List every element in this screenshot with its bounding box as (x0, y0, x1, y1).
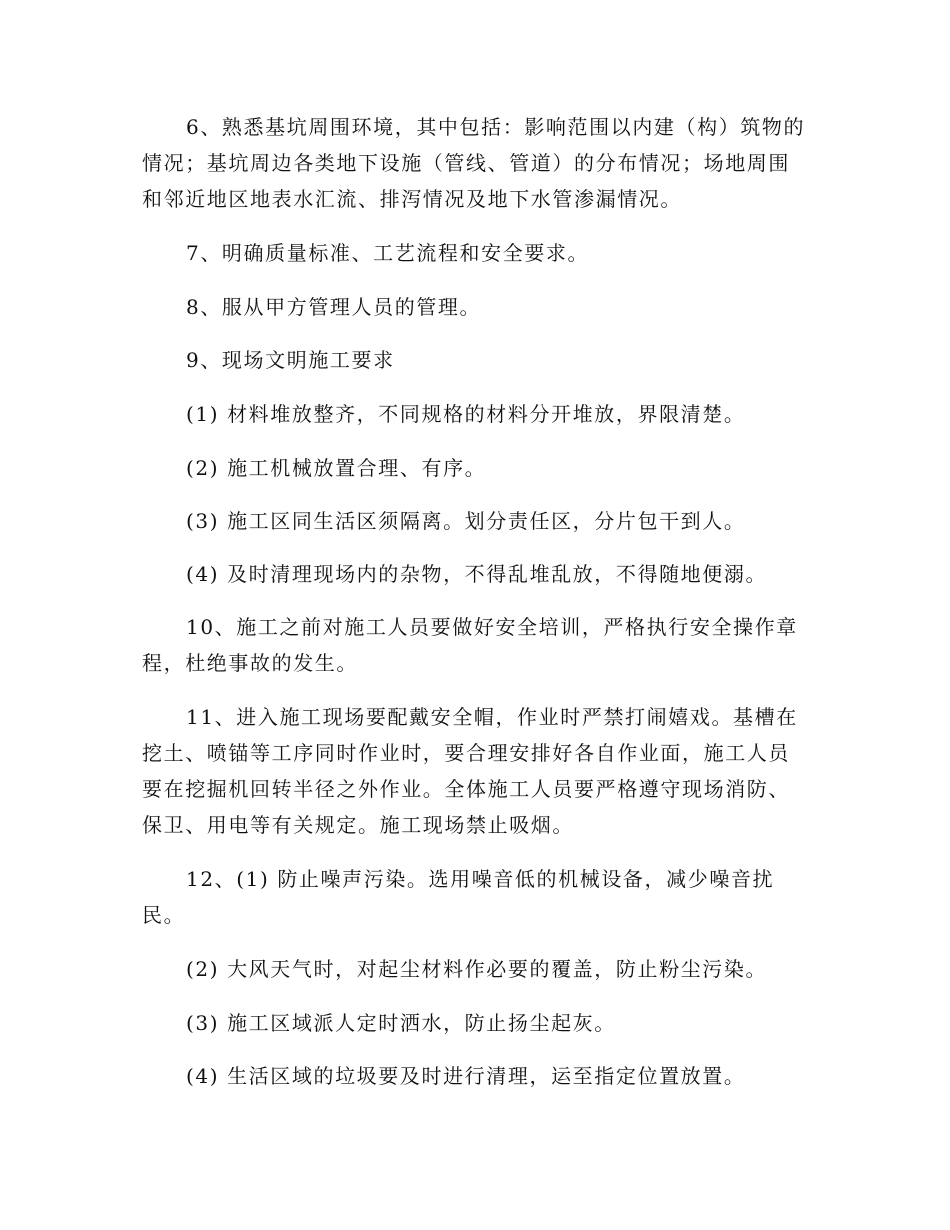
paragraph-item-11: 11、进入施工现场要配戴安全帽，作业时严禁打闹嬉戏。基槽在挖土、喷锚等工序同时作业时，要合理安排好各自作业面，施工人员要在挖掘机回转半径之外作业。全体施工人员要严格遵守现场消防、保卫、用电等有关规定。施工现场禁止吸烟。 (142, 705, 798, 837)
paragraph-subitem-9-1: (1) 材料堆放整齐，不同规格的材料分开堆放，界限清楚。 (186, 402, 746, 426)
paragraph-subitem-9-3: (3) 施工区同生活区须隔离。划分责任区，分片包干到人。 (186, 509, 746, 533)
paragraph-subitem-12-4: (4) 生活区域的垃圾要及时进行清理，运至指定位置放置。 (186, 1064, 746, 1088)
paragraph-item-6: 6、熟悉基坑周围环境，其中包括：影响范围以内建（构）筑物的情况；基坑周边各类地下设施（管线、管道）的分布情况；场地周围和邻近地区地表水汇流、排泻情况及地下水管渗漏情况。 (142, 115, 806, 211)
paragraph-item-12-1: 12、(1) 防止噪声污染。选用噪音低的机械设备，减少噪音扰民。 (142, 867, 775, 927)
paragraph-subitem-9-2: (2) 施工机械放置合理、有序。 (186, 456, 487, 480)
paragraph-item-7: 7、明确质量标准、工艺流程和安全要求。 (186, 241, 590, 265)
paragraph-item-10: 10、施工之前对施工人员要做好安全培训，严格执行安全操作章程，杜绝事故的发生。 (142, 615, 798, 675)
paragraph-subitem-12-3: (3) 施工区域派人定时洒水，防止扬尘起灰。 (186, 1011, 616, 1035)
paragraph-item-8: 8、服从甲方管理人员的管理。 (186, 295, 482, 319)
paragraph-item-9-heading: 9、现场文明施工要求 (186, 348, 395, 372)
paragraph-subitem-12-2: (2) 大风天气时，对起尘材料作必要的覆盖，防止粉尘污染。 (186, 957, 768, 981)
paragraph-subitem-9-4: (4) 及时清理现场内的杂物，不得乱堆乱放，不得随地便溺。 (186, 562, 768, 586)
